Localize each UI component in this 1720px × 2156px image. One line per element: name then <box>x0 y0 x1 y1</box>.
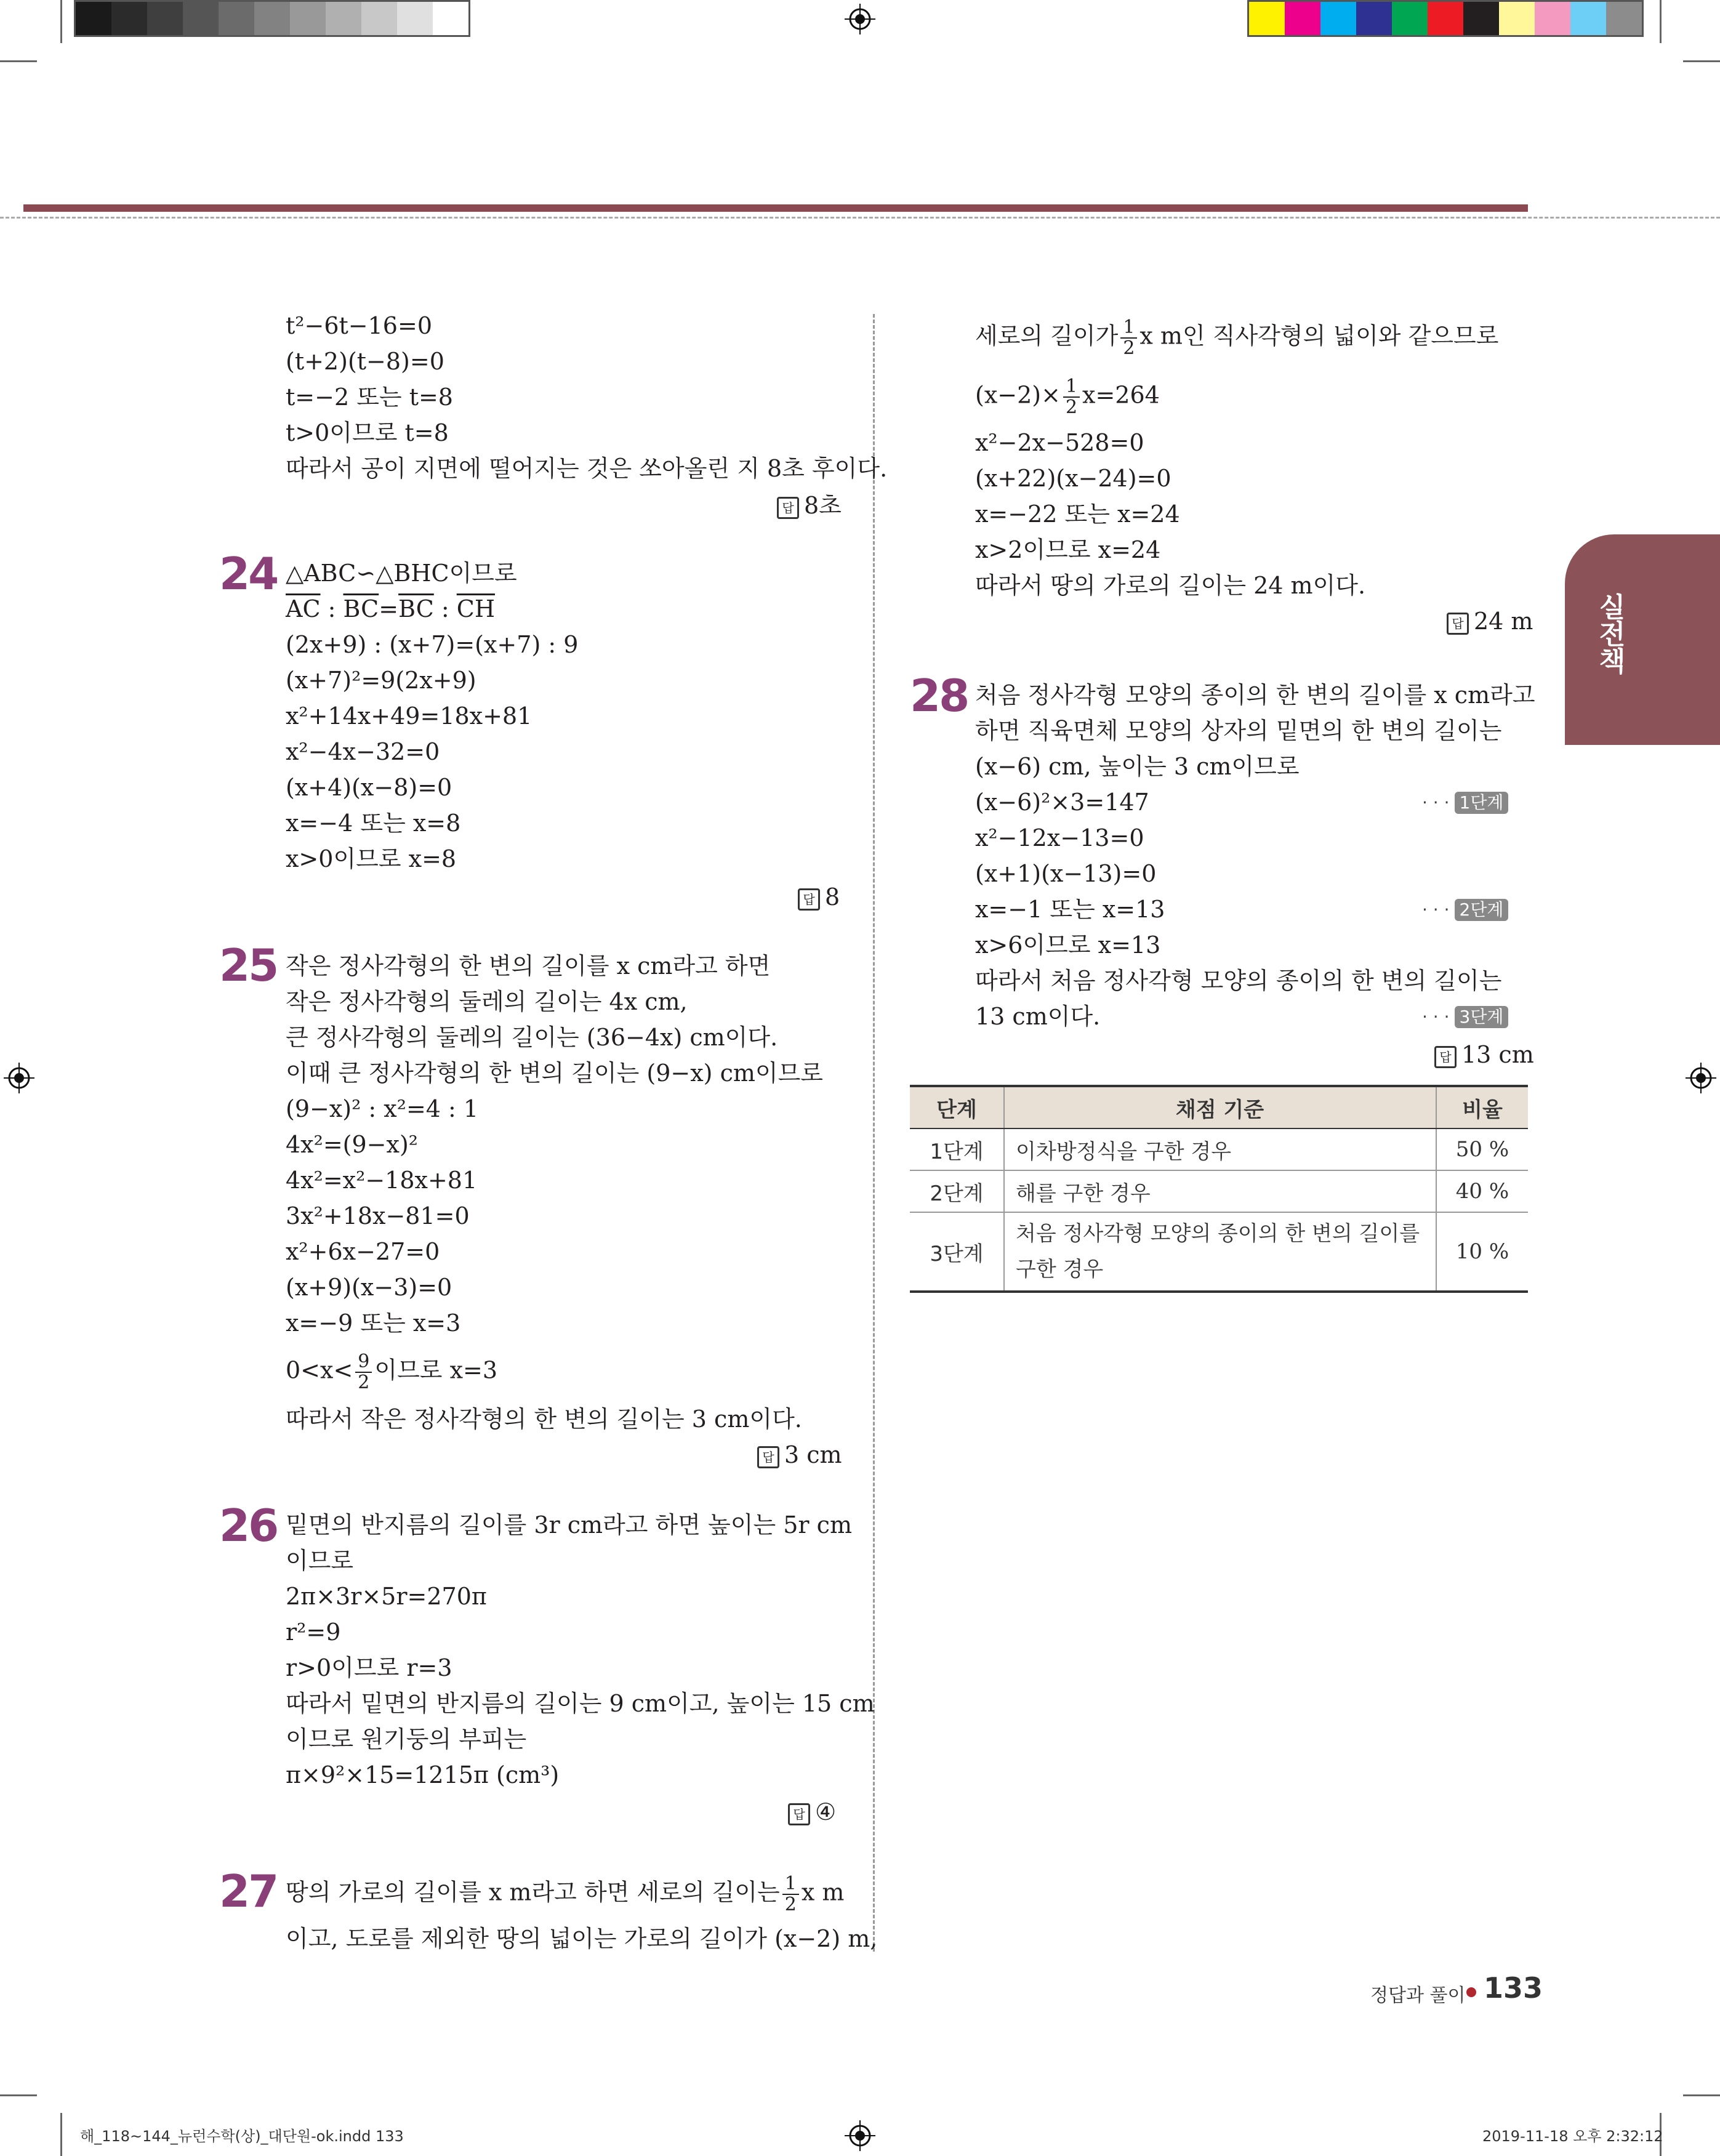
table-row <box>910 1212 1528 1292</box>
q24-line: x>0이므로 x=8 <box>286 845 457 872</box>
q25-line: 이때 큰 정사각형의 한 변의 길이는 (9−x) cm이므로 <box>286 1060 824 1087</box>
answer-mark-icon: 답 <box>798 888 820 911</box>
crop-mark <box>60 2113 62 2156</box>
table-cell: 10 % <box>1436 1212 1528 1292</box>
crop-mark <box>1683 2094 1720 2096</box>
table-row <box>910 1170 1528 1212</box>
color-swatch <box>433 2 468 35</box>
step-marker: · · · 1단계 <box>1422 792 1508 814</box>
q24-line: x²−4x−32=0 <box>286 738 440 765</box>
q24-line: x=−4 또는 x=8 <box>286 810 461 837</box>
color-swatch <box>1463 2 1499 35</box>
q25-line: 4x²=(9−x)² <box>286 1131 419 1158</box>
step-marker: · · · 3단계 <box>1422 1006 1508 1028</box>
q26-answer <box>788 1794 836 1830</box>
color-swatch <box>1392 2 1428 35</box>
q23-line: (t+2)(t−8)=0 <box>286 348 444 375</box>
table-row <box>910 1128 1528 1170</box>
color-swatch <box>1428 2 1463 35</box>
crop-mark <box>0 60 37 62</box>
footer-section: 정답과 풀이 <box>1370 1985 1466 2006</box>
q26-line: 밑면의 반지름의 길이를 3r cm라고 하면 높이는 5r cm <box>286 1511 852 1539</box>
answer-mark-icon: 답 <box>1434 1046 1457 1068</box>
bullet-icon <box>1466 1987 1476 1997</box>
crop-mark <box>0 2094 37 2096</box>
q26-line: r²=9 <box>286 1619 341 1646</box>
q28-line: 하면 직육면체 모양의 상자의 밑면의 한 변의 길이는 <box>975 717 1502 744</box>
q25-line: 큰 정사각형의 둘레의 길이는 (36−4x) cm이다. <box>286 1024 778 1051</box>
q23-answer-value: 8초 <box>804 492 842 519</box>
color-swatch <box>147 2 183 35</box>
q25-condition: 0<x< $\frac{9}{2}$ 이므로 x=3 <box>286 1351 498 1393</box>
step-marker: · · · 2단계 <box>1422 899 1508 921</box>
q28-answer <box>1434 1037 1534 1072</box>
q26-line: 2π×3r×5r=270π <box>286 1583 487 1610</box>
q28-line: 처음 정사각형 모양의 종이의 한 변의 길이를 x cm라고 <box>975 682 1535 709</box>
table-cell: 3단계 <box>910 1212 1004 1292</box>
q25-line: 4x²=x²−18x+81 <box>286 1167 478 1194</box>
q25-line: (9−x)² : x²=4 : 1 <box>286 1095 479 1122</box>
q25-line: x=−9 또는 x=3 <box>286 1309 461 1337</box>
q23-line: t=−2 또는 t=8 <box>286 384 453 411</box>
fraction: $\frac{1}{2}$ <box>1120 318 1137 358</box>
q25-line: 따라서 작은 정사각형의 한 변의 길이는 3 cm이다. <box>286 1406 802 1433</box>
grayscale-color-bar <box>74 0 470 37</box>
color-swatch <box>1570 2 1606 35</box>
table-cell: 40 % <box>1436 1170 1528 1212</box>
q27-line: (x+22)(x−24)=0 <box>975 465 1171 492</box>
q26-line: 따라서 밑면의 반지름의 길이는 9 cm이고, 높이는 15 cm <box>286 1690 875 1717</box>
q26-line: 이므로 원기둥의 부피는 <box>286 1726 527 1753</box>
q23-line: t>0이므로 t=8 <box>286 419 449 446</box>
q24-answer-value: 8 <box>825 883 840 911</box>
q25-line: 작은 정사각형의 한 변의 길이를 x cm라고 하면 <box>286 952 771 979</box>
q25-line: 작은 정사각형의 둘레의 길이는 4x cm, <box>286 988 688 1015</box>
file-name: 해_118~144_뉴런수학(상)_대단원-ok.indd 133 <box>80 2128 404 2145</box>
color-swatch <box>1249 2 1285 35</box>
color-swatch <box>290 2 326 35</box>
table-cell: 이차방정식을 구한 경우 <box>1004 1128 1436 1170</box>
q27-line: (x−2)× $\frac{1}{2}$ x=264 <box>975 376 1160 418</box>
q24-answer <box>798 879 840 915</box>
q27-line: 이고, 도로를 제외한 땅의 넓이는 가로의 길이가 (x−2) m, <box>286 1925 878 1952</box>
q28-line: 13 cm이다. <box>975 1003 1101 1030</box>
q28-number: 28 <box>910 670 968 722</box>
table-cell: 해를 구한 경우 <box>1004 1170 1436 1212</box>
color-swatch <box>76 2 111 35</box>
q28-line: x>6이므로 x=13 <box>975 931 1161 959</box>
registration-mark-icon <box>1686 1063 1716 1093</box>
answer-mark-icon: 답 <box>788 1803 810 1825</box>
q26-answer-value: ④ <box>815 1798 837 1825</box>
q28-line: (x−6)²×3=147 <box>975 789 1149 816</box>
fraction: $\frac{1}{2}$ <box>1063 377 1080 417</box>
fraction: $\frac{1}{2}$ <box>782 1874 799 1915</box>
color-swatch <box>1606 2 1642 35</box>
q25-answer-value: 3 cm <box>784 1441 842 1468</box>
q26-line: r>0이므로 r=3 <box>286 1654 452 1681</box>
q23-answer <box>777 488 842 523</box>
table-cell: 2단계 <box>910 1170 1004 1212</box>
q27-answer <box>1447 603 1533 639</box>
table-header: 비율 <box>1436 1086 1528 1128</box>
color-swatch <box>1320 2 1356 35</box>
fraction: $\frac{9}{2}$ <box>355 1352 372 1393</box>
table-cell: 1단계 <box>910 1128 1004 1170</box>
q28-line: x=−1 또는 x=13 <box>975 896 1165 923</box>
q28-line: (x+1)(x−13)=0 <box>975 860 1157 887</box>
registration-mark-icon <box>845 4 875 34</box>
color-swatch <box>111 2 147 35</box>
scoring-table <box>910 1085 1528 1293</box>
q25-line: (x+9)(x−3)=0 <box>286 1274 452 1301</box>
q25-line: 3x²+18x−81=0 <box>286 1202 470 1229</box>
side-tab <box>1565 534 1720 745</box>
q27-line: 세로의 길이가 $\frac{1}{2}$ x m인 직사각형의 넓이와 같으므로 <box>975 316 1499 359</box>
q28-line: 따라서 처음 정사각형 모양의 종이의 한 변의 길이는 <box>975 967 1502 994</box>
q24-line: (x+4)(x−8)=0 <box>286 774 452 801</box>
q24-line: (x+7)²=9(2x+9) <box>286 667 476 694</box>
header-dashed-rule <box>0 217 1720 219</box>
q24-number: 24 <box>219 548 278 600</box>
registration-mark-icon <box>4 1063 34 1093</box>
color-swatch <box>1356 2 1392 35</box>
color-swatch <box>1499 2 1535 35</box>
q27-line: 따라서 땅의 가로의 길이는 24 m이다. <box>975 572 1366 599</box>
crop-mark <box>60 0 62 43</box>
color-swatch <box>1285 2 1320 35</box>
q27-line: x²−2x−528=0 <box>975 429 1144 456</box>
color-swatch <box>326 2 361 35</box>
q26-line: π×9²×15=1215π (cm³) <box>286 1761 560 1788</box>
color-swatch <box>254 2 290 35</box>
q24-line: $\overline{AC}$ : $\overline{BC}=\overline{BC}$ : $\overline{CH}$ <box>286 595 495 622</box>
crop-mark <box>1683 60 1720 62</box>
side-tab-label: 실전책 <box>1594 593 1625 674</box>
page-number: 133 <box>1484 1971 1543 2005</box>
q28-answer-value: 13 cm <box>1461 1041 1534 1068</box>
table-cell: 50 % <box>1436 1128 1528 1170</box>
q27-number: 27 <box>219 1865 278 1917</box>
q24-line: x²+14x+49=18x+81 <box>286 702 532 730</box>
answer-mark-icon: 답 <box>757 1446 779 1468</box>
table-header: 채점 기준 <box>1004 1086 1436 1128</box>
q23-line: t²−6t−16=0 <box>286 312 433 339</box>
q25-line: x²+6x−27=0 <box>286 1238 440 1265</box>
q28-line: x²−12x−13=0 <box>975 824 1144 851</box>
q23-line: 따라서 공이 지면에 떨어지는 것은 쏘아올린 지 8초 후이다. <box>286 455 888 482</box>
table-header-row <box>910 1086 1528 1128</box>
q26-line: 이므로 <box>286 1547 354 1574</box>
q27-line: x=−22 또는 x=24 <box>975 501 1180 528</box>
answer-mark-icon: 답 <box>777 497 799 519</box>
table-cell: 처음 정사각형 모양의 종이의 한 변의 길이를 구한 경우 <box>1004 1212 1436 1292</box>
color-swatch <box>397 2 433 35</box>
q26-number: 26 <box>219 1500 278 1551</box>
color-swatch <box>219 2 254 35</box>
q28-line: (x−6) cm, 높이는 3 cm이므로 <box>975 753 1300 780</box>
q27-line: 땅의 가로의 길이를 x m라고 하면 세로의 길이는 $\frac{1}{2}$ x m <box>286 1873 845 1915</box>
q25-number: 25 <box>219 939 278 991</box>
header-rule <box>23 204 1528 212</box>
cmyk-color-bar <box>1247 0 1644 37</box>
registration-mark-icon <box>845 2120 875 2151</box>
q24-line: △ABC∽△BHC이므로 <box>286 560 517 587</box>
crop-mark <box>1660 0 1662 43</box>
q27-line: x>2이므로 x=24 <box>975 536 1161 563</box>
color-swatch <box>183 2 219 35</box>
color-swatch <box>1535 2 1570 35</box>
answer-mark-icon: 답 <box>1447 613 1469 635</box>
print-timestamp: 2019-11-18 오후 2:32:12 <box>1482 2128 1663 2145</box>
q25-answer <box>757 1437 842 1473</box>
q24-line: (2x+9) : (x+7)=(x+7) : 9 <box>286 631 579 658</box>
table-header: 단계 <box>910 1086 1004 1128</box>
q27-answer-value: 24 m <box>1474 608 1533 635</box>
color-swatch <box>361 2 397 35</box>
